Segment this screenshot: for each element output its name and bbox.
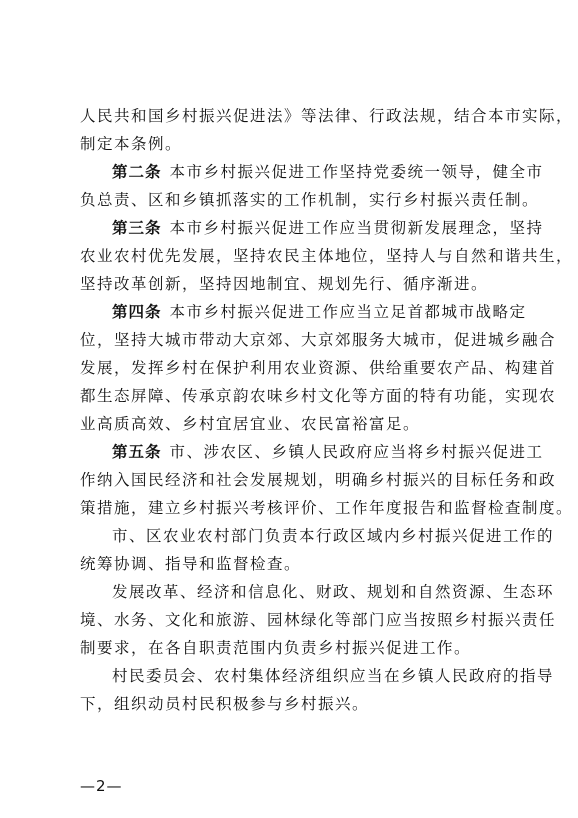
article-5-text: 市、涉农区、乡镇人民政府应当将乡村振兴促进工 (169, 443, 544, 461)
body-text-line: 下，组织动员村民积极参与乡村振兴。 (80, 695, 370, 713)
body-text-line: 都生态屏障、传承京韵农味乡村文化等方面的特有功能，实现农 (80, 387, 557, 405)
article-3-text: 本市乡村振兴促进工作应当贯彻新发展理念，坚持 (169, 219, 544, 237)
body-text-line: 位，坚持大城市带动大京郊、大京郊服务大城市，促进城乡融合 (80, 331, 557, 349)
body-text-line: 策措施，建立乡村振兴考核评价、工作年度报告和监督检查制度。 (80, 499, 574, 517)
article-5-label: 第五条 (112, 443, 162, 461)
body-text-line: 人民共和国乡村振兴促进法》等法律、行政法规，结合本市实际， (80, 107, 574, 125)
body-text-line: 坚持改革创新，坚持因地制宜、规划先行、循序渐进。 (80, 275, 489, 293)
article-4-first-line (112, 302, 527, 322)
body-text-line: 村民委员会、农村集体经济组织应当在乡镇人民政府的指导 (112, 667, 555, 685)
body-text-line: 发展改革、经济和信息化、财政、规划和自然资源、生态环 (112, 583, 555, 601)
page-number: —2— (80, 777, 123, 795)
article-4-text: 本市乡村振兴促进工作应当立足首都城市战略定 (169, 303, 527, 321)
body-text-line: 境、水务、文化和旅游、园林绿化等部门应当按照乡村振兴责任 (80, 611, 557, 629)
article-3-label: 第三条 (112, 219, 162, 237)
body-text-line: 业高质高效、乡村宜居宜业、农民富裕富足。 (80, 415, 421, 433)
article-5-first-line (112, 442, 544, 462)
body-text-line: 负总责、区和乡镇抓落实的工作机制，实行乡村振兴责任制。 (80, 191, 540, 209)
article-4-label: 第四条 (112, 303, 162, 321)
article-2-first-line (112, 162, 544, 182)
article-2-text: 本市乡村振兴促进工作坚持党委统一领导，健全市 (169, 163, 544, 181)
body-text-line: 制定本条例。 (80, 135, 183, 153)
article-3-first-line (112, 218, 544, 238)
body-text-line: 农业农村优先发展，坚持农民主体地位，坚持人与自然和谐共生， (80, 247, 574, 265)
body-text-line: 市、区农业农村部门负责本行政区域内乡村振兴促进工作的 (112, 527, 555, 545)
body-text-line: 作纳入国民经济和社会发展规划，明确乡村振兴的目标任务和政 (80, 471, 557, 489)
article-2-label: 第二条 (112, 163, 162, 181)
body-text-line: 制要求，在各自职责范围内负责乡村振兴促进工作。 (80, 639, 472, 657)
body-text-line: 发展，发挥乡村在保护利用农业资源、供给重要农产品、构建首 (80, 359, 557, 377)
body-text-line: 统筹协调、指导和监督检查。 (80, 555, 302, 573)
